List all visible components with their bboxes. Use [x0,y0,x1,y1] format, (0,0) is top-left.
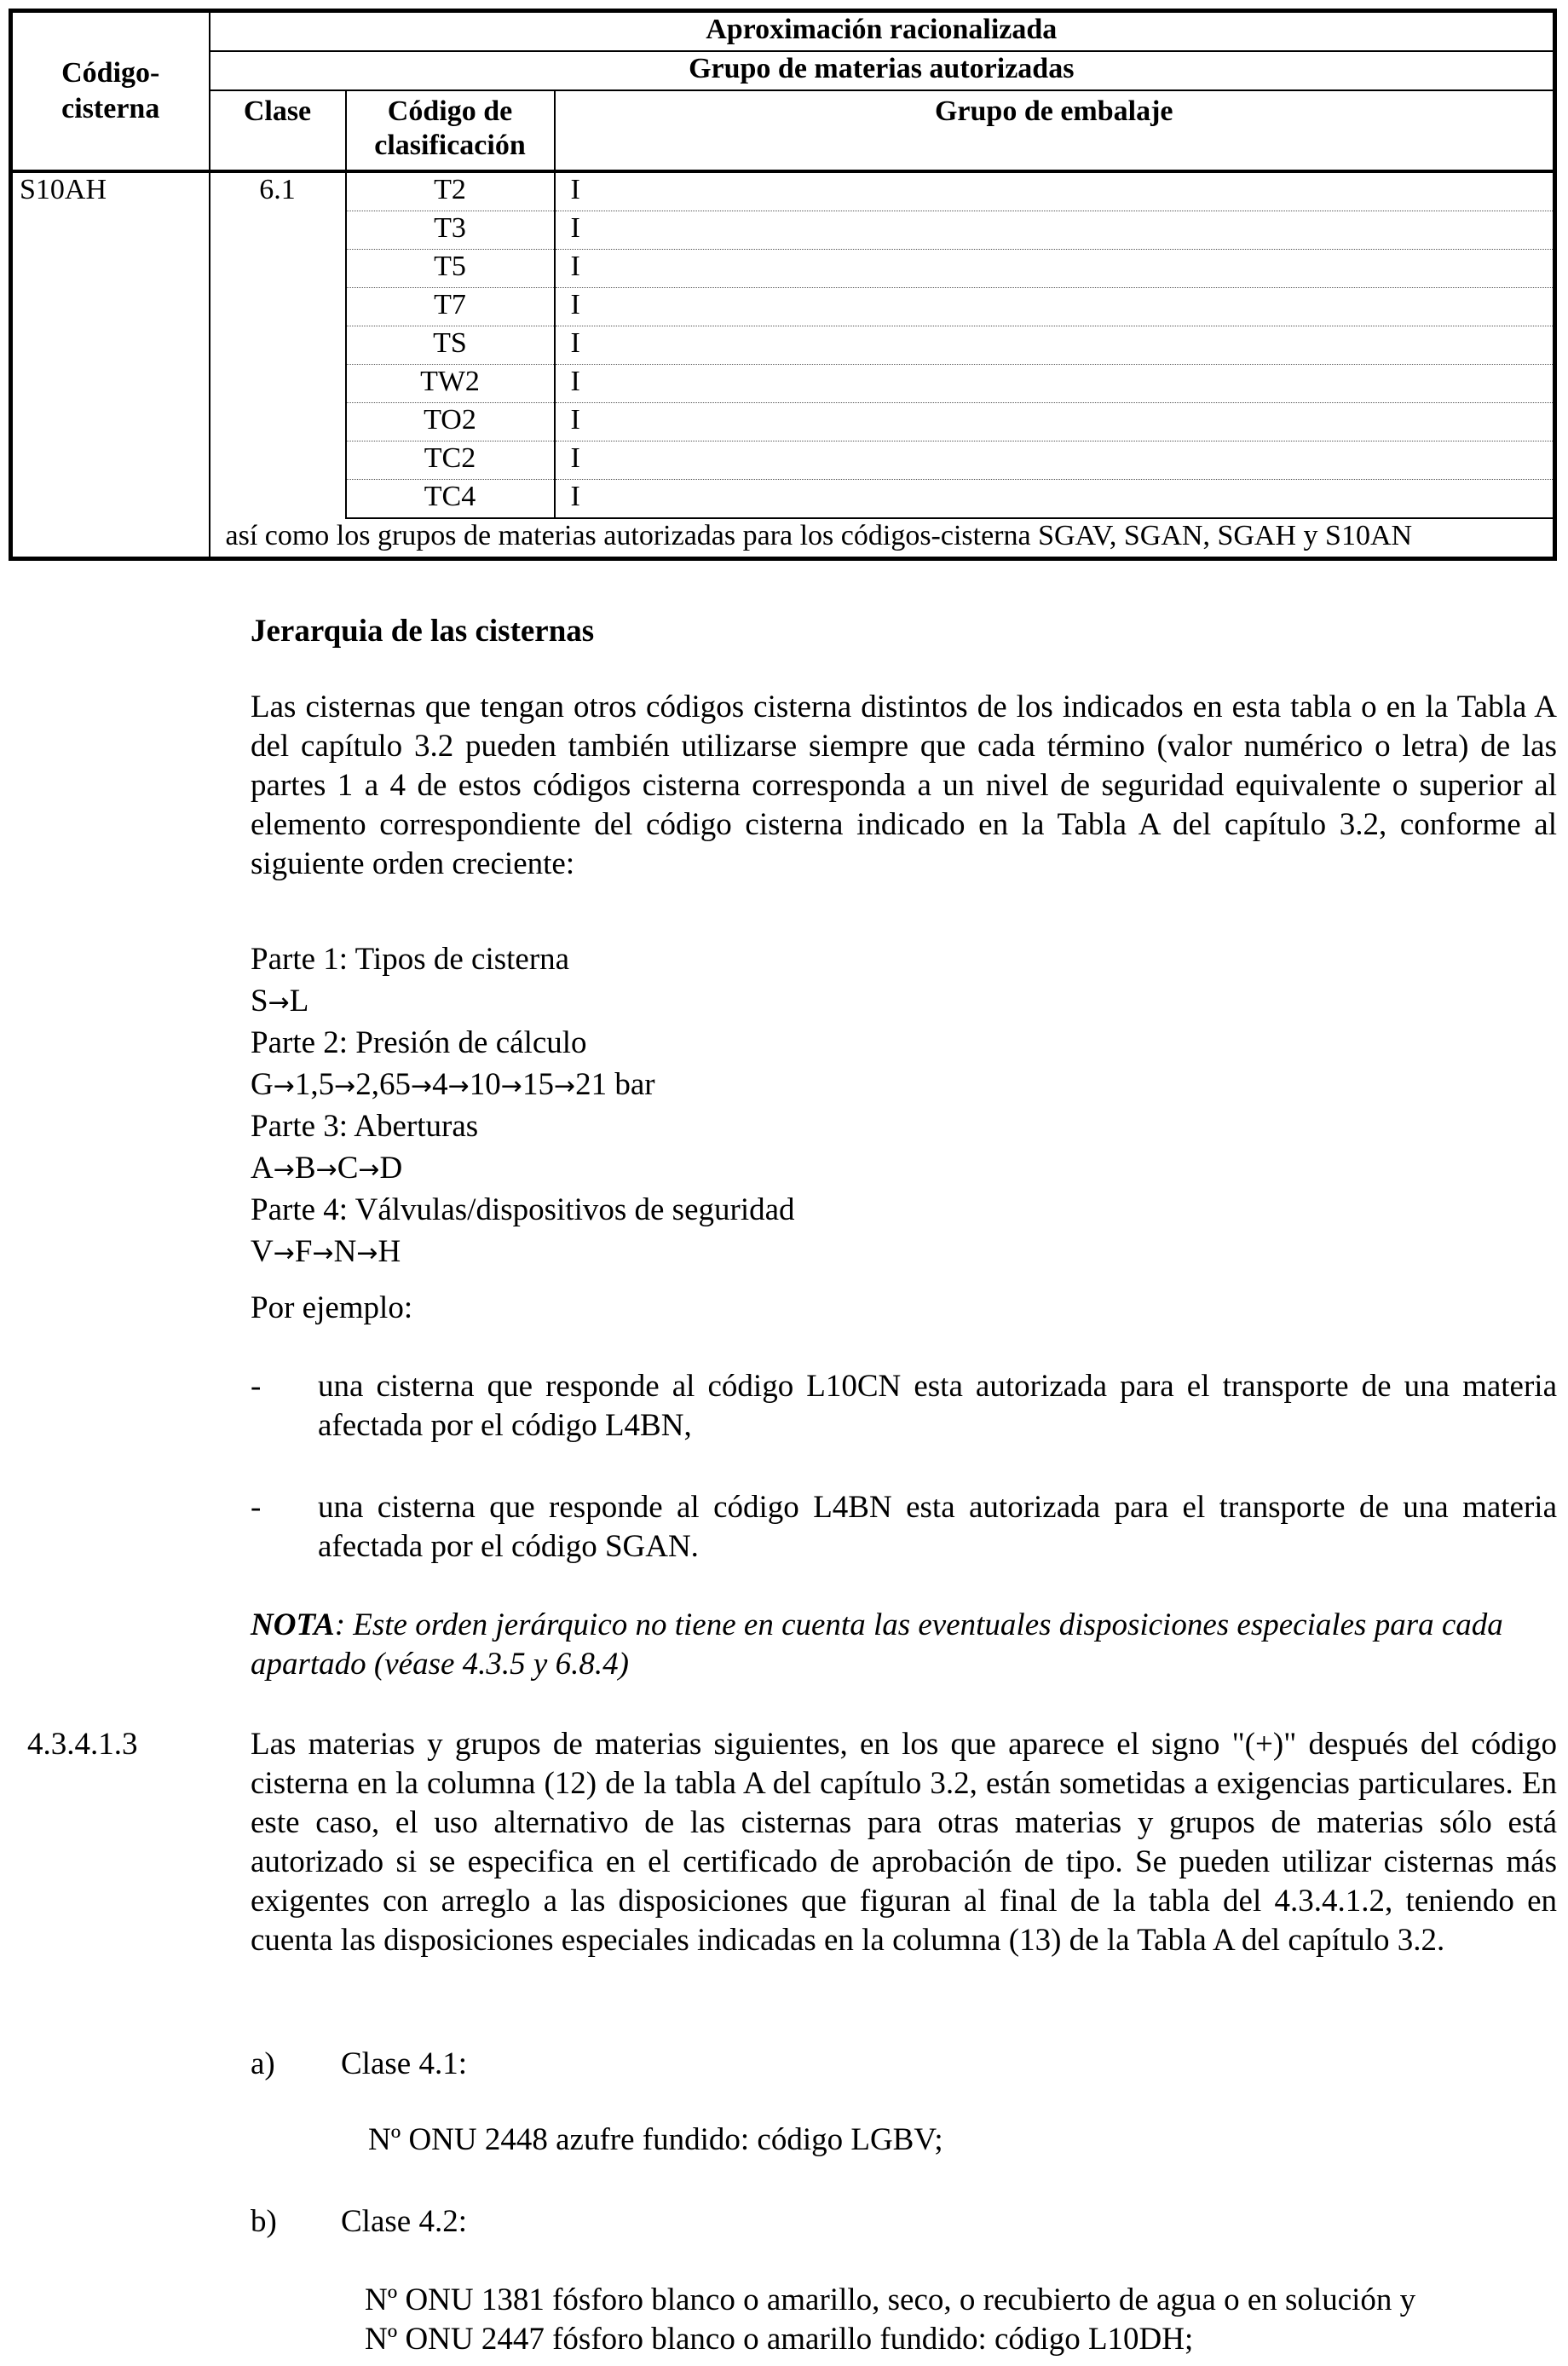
cell-class [210,441,346,480]
cell-classification-code: TC2 [346,441,555,480]
arrow-icon: → [268,988,290,1018]
authorized-groups-table [9,9,1557,561]
part-label: Parte 4: Válvulas/dispositivos de seguridad [251,1192,795,1227]
cell-class [210,288,346,326]
note-text: : Este orden jerárquico no tiene en cuenta las eventuales disposiciones especiales para cada apartado (véase 4.3.5 y 6.8.4) [251,1607,1503,1682]
header-packing-group: Grupo de embalaje [555,90,1555,171]
cell-classification-code: T5 [346,250,555,288]
cell-class [210,365,346,403]
arrow-icon: → [334,1071,356,1101]
table-row [11,211,1555,250]
cell-classification-code: T7 [346,288,555,326]
cell-packing-group: I [555,250,1555,288]
cell-tank-code [11,441,210,480]
chain-value: L [289,984,309,1019]
cell-class [210,211,346,250]
item-line: Nº ONU 2447 fósforo blanco o amarillo fundido: código L10DH; [365,2322,1194,2357]
chain-value: S [251,984,268,1019]
example-text: una cisterna que responde al código L4BN esta autorizada para el transporte de una materia afectada por el código SGAN. [318,1490,1557,1564]
chain-value: F [294,1234,313,1269]
arrow-icon: → [273,1155,295,1185]
arrow-icon: → [411,1071,433,1101]
cell-tank-code [11,480,210,519]
cell-packing-group: I [555,326,1555,365]
table-row [11,250,1555,288]
example-dash: - [251,1490,262,1525]
note-label: NOTA [251,1607,335,1642]
item-line: Nº ONU 1381 fósforo blanco o amarillo, seco, o recubierto de agua o en solución y [365,2282,1416,2317]
cell-classification-code: TW2 [346,365,555,403]
header-class: Clase [210,90,346,171]
table-footer-spacer [11,518,210,559]
chain-value: V [251,1234,274,1269]
chain-value: 21 bar [575,1067,655,1102]
header-classification-code: Código de clasificación [346,90,555,171]
hierarchy-title: Jerarquia de las cisternas [251,614,595,649]
table-footer-note: así como los grupos de materias autorizadas para los códigos-cisterna SGAV, SGAN, SGAH y S10AN [225,520,1413,551]
cell-packing-group: I [555,365,1555,403]
cell-class [210,326,346,365]
hierarchy-note [251,1606,1557,1684]
cell-class [210,403,346,441]
item-label: Clase 4.2: [341,2204,467,2239]
hierarchy-paragraph: Las cisternas que tengan otros códigos cisterna distintos de los indicados en esta tabla o en la Tabla A del capítulo 3.2 pueden también utilizarse siempre que cada término (valor numérico o letra) de las partes 1 a 4 de estos códigos cisterna corresponda a un nivel de seguridad equivalente o superior al elemento correspondiente del código cisterna indicado en la Tabla A del capítulo 3.2, conforme al siguiente orden creciente: [251,690,1557,881]
cell-class [210,250,346,288]
cell-tank-code [11,365,210,403]
cell-packing-group: I [555,441,1555,480]
item-line: Nº ONU 2448 azufre fundido: código LGBV; [368,2122,943,2157]
part-label: Parte 3: Aberturas [251,1109,479,1144]
arrow-icon: → [553,1071,576,1101]
section-number: 4.3.4.1.3 [27,1727,138,1762]
cell-packing-group: I [555,288,1555,326]
cell-classification-code: TC4 [346,480,555,519]
item-letter: a) [251,2046,275,2081]
part-order-chain [251,1231,401,1274]
header-rationalized-approach: Aproximación racionalizada [210,11,1555,52]
cell-tank-code: S10AH [11,171,210,211]
arrow-icon: → [356,1238,378,1268]
chain-value: 10 [469,1067,501,1102]
chain-value: G [251,1067,274,1102]
example-text: una cisterna que responde al código L10CN esta autorizada para el transporte de una materia afectada por el código L4BN, [318,1369,1557,1443]
example-dash: - [251,1369,262,1404]
chain-value: D [379,1151,403,1186]
cell-packing-group: I [555,480,1555,519]
arrow-icon: → [273,1238,295,1268]
cell-class [210,480,346,519]
table-row [11,326,1555,365]
arrow-icon: → [312,1238,334,1268]
part-order-chain [251,980,308,1024]
cell-packing-group: I [555,403,1555,441]
header-authorized-groups: Grupo de materias autorizadas [210,51,1555,90]
part-label: Parte 2: Presión de cálculo [251,1025,587,1060]
table-row [11,288,1555,326]
cell-packing-group: I [555,211,1555,250]
cell-tank-code [11,403,210,441]
arrow-icon: → [500,1071,522,1101]
chain-value: B [294,1151,316,1186]
chain-value: 4 [432,1067,448,1102]
cell-tank-code [11,288,210,326]
part-label: Parte 1: Tipos de cisterna [251,942,570,977]
chain-value: 15 [522,1067,554,1102]
cell-classification-code: T2 [346,171,555,211]
cell-classification-code: TO2 [346,403,555,441]
item-letter: b) [251,2204,277,2239]
section-paragraph: Las materias y grupos de materias siguientes, en los que aparece el signo "(+)" después del código cisterna en la columna (12) de la tabla A del capítulo 3.2, están sometidas a exigencias particulares. En este caso, el uso alternativo de las cisternas para otras materias y grupos de materias sólo está autorizado si se especifica en el certificado de aprobación de tipo. Se pueden utilizar cisternas más exigentes con arreglo a las disposiciones que figuran al final de la tabla del 4.3.4.1.2, teniendo en cuenta las disposiciones especiales indicadas en la columna (13) de la Tabla A del capítulo 3.2. [251,1727,1557,1958]
cell-classification-code: TS [346,326,555,365]
cell-packing-group: I [555,171,1555,211]
chain-value: 1,5 [294,1067,335,1102]
cell-tank-code [11,250,210,288]
cell-class: 6.1 [210,171,346,211]
table-row [11,441,1555,480]
cell-tank-code [11,211,210,250]
table-row [11,365,1555,403]
arrow-icon: → [447,1071,470,1101]
table-row [11,480,1555,519]
chain-value: 2,65 [355,1067,412,1102]
cell-classification-code: T3 [346,211,555,250]
chain-value: C [337,1151,359,1186]
arrow-icon: → [358,1155,380,1185]
chain-value: A [251,1151,274,1186]
item-label: Clase 4.1: [341,2046,467,2081]
cell-tank-code [11,326,210,365]
example-intro: Por ejemplo: [251,1290,413,1325]
part-order-chain [251,1064,655,1107]
arrow-icon: → [273,1071,295,1101]
part-order-chain [251,1147,402,1191]
arrow-icon: → [315,1155,337,1185]
chain-value: N [333,1234,357,1269]
table-row [11,403,1555,441]
table-row [11,171,1555,211]
chain-value: H [378,1234,401,1269]
header-tank-code: Código-cisterna [11,11,210,172]
